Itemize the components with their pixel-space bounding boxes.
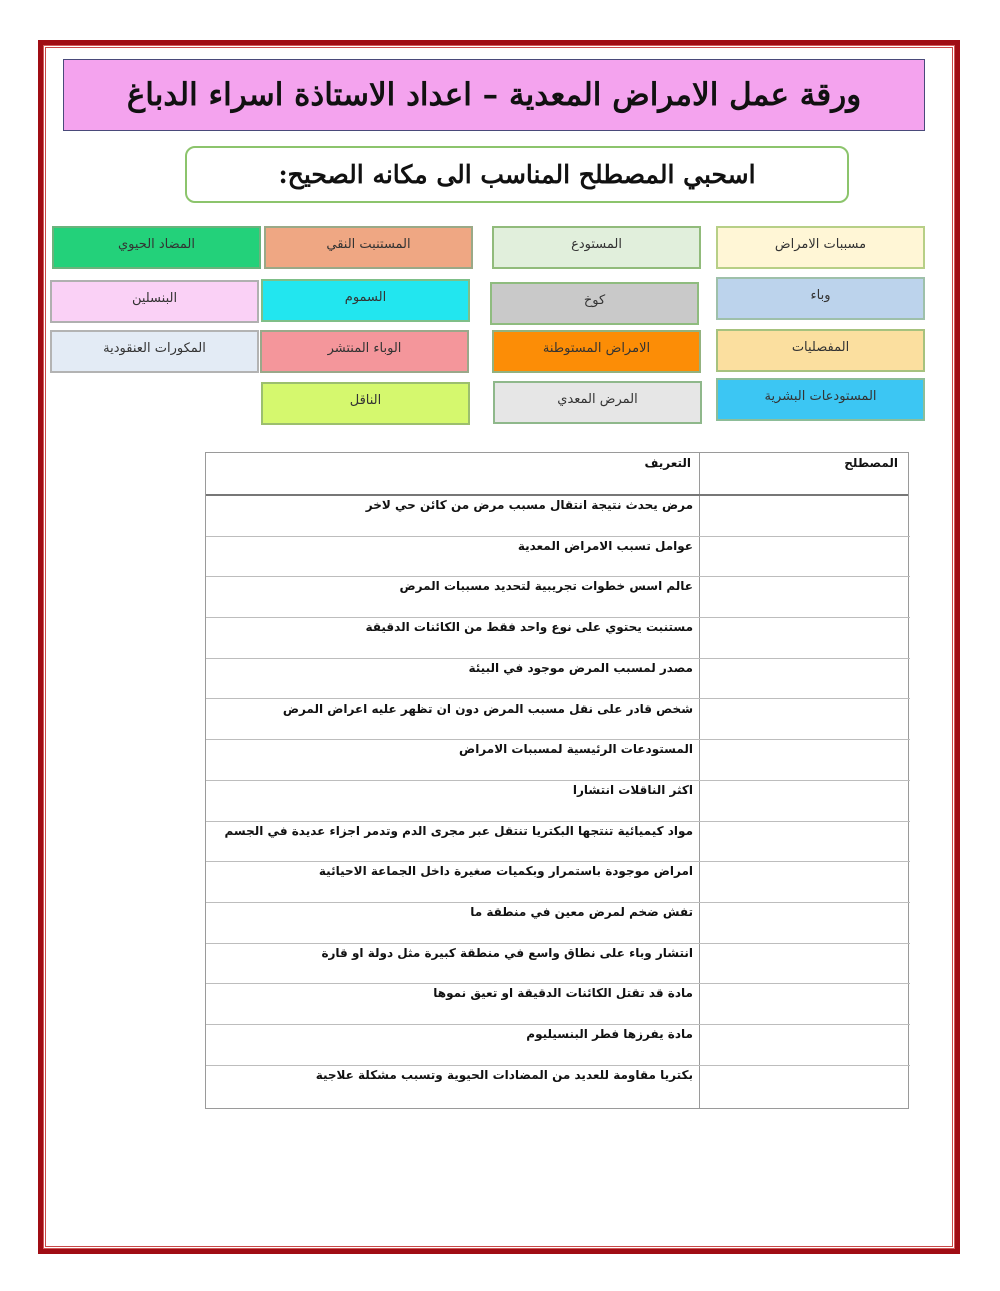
term-tile[interactable] <box>264 226 473 269</box>
table-row <box>206 699 910 740</box>
header-term: المصطلح <box>844 456 898 470</box>
term-drop-zone[interactable] <box>700 821 910 862</box>
term-drop-zone[interactable] <box>700 1024 910 1065</box>
table-row <box>206 739 910 780</box>
header-definition: التعريف <box>644 456 691 470</box>
definition-text: امراض موجودة باستمرار وبكميات صغيرة داخل الجماعة الاحيائية <box>318 864 693 879</box>
definition-text: مرض يحدث نتيجة انتقال مسبب مرض من كائن حي لاخر <box>365 498 693 512</box>
term-label: الوباء المنتشر <box>327 341 402 356</box>
term-drop-zone[interactable] <box>700 943 910 984</box>
table-row <box>206 495 910 536</box>
table-row <box>206 576 910 617</box>
definition-text: مواد كيميائية تنتجها البكتريا تنتقل عبر مجرى الدم وتدمر اجزاء عديدة في الجسم <box>224 823 693 838</box>
terms-table <box>205 452 909 1109</box>
term-drop-zone[interactable] <box>700 536 910 577</box>
definition-text: مستنبت يحتوي على نوع واحد فقط من الكائنات الدقيقة <box>365 620 693 635</box>
definition-text: المستودعات الرئيسية لمسببات الامراض <box>459 742 693 757</box>
worksheet-title: ورقة عمل الامراض المعدية – اعداد الاستاذة اسراء الدباغ <box>126 77 862 113</box>
term-tile[interactable] <box>261 279 470 322</box>
term-label: البنسلين <box>131 291 178 306</box>
term-drop-zone[interactable] <box>700 780 910 821</box>
term-tile[interactable] <box>716 277 925 320</box>
term-label: الناقل <box>349 393 382 408</box>
instruction-box <box>185 146 849 203</box>
table-row <box>206 861 910 902</box>
table-row <box>206 780 910 821</box>
term-drop-zone[interactable] <box>700 699 910 740</box>
term-label: وباء <box>810 288 831 303</box>
table-row <box>206 1065 910 1106</box>
definition-text: مادة قد تقتل الكائنات الدقيقة او تعيق نموها <box>433 986 693 1001</box>
term-label: المستودعات البشرية <box>764 389 877 404</box>
term-tile[interactable] <box>716 378 925 421</box>
table-row <box>206 536 910 577</box>
term-label: المكورات العنقودية <box>103 341 206 356</box>
term-label: المستنبت النقي <box>326 237 411 252</box>
definition-text: اكثر الناقلات انتشارا <box>572 782 693 797</box>
term-tile[interactable] <box>716 329 925 372</box>
table-row <box>206 1024 910 1065</box>
term-label: المفصليات <box>791 340 850 355</box>
definition-text: بكتريا مقاومة للعديد من المضادات الحيوية وتسبب مشكلة علاجية <box>315 1067 693 1082</box>
term-drop-zone[interactable] <box>700 658 910 699</box>
table-row <box>206 902 910 943</box>
definition-text: عوامل تسبب الامراض المعدية <box>517 538 693 553</box>
term-tile[interactable] <box>493 381 702 424</box>
term-label: المستودع <box>571 237 622 252</box>
term-label: كوخ <box>583 293 606 308</box>
term-drop-zone[interactable] <box>700 983 910 1024</box>
term-tile[interactable] <box>490 282 699 325</box>
title-banner <box>63 59 925 131</box>
term-drop-zone[interactable] <box>700 739 910 780</box>
term-drop-zone[interactable] <box>700 1065 910 1106</box>
term-drop-zone[interactable] <box>700 617 910 658</box>
definition-text: شخص قادر على نقل مسبب المرض دون ان تظهر عليه اعراض المرض <box>282 701 693 716</box>
definition-text: مصدر لمسبب المرض موجود في البيئة <box>468 660 693 675</box>
term-drop-zone[interactable] <box>700 495 910 536</box>
table-row <box>206 821 910 862</box>
term-label: المرض المعدي <box>557 392 638 407</box>
term-label: الامراض المستوطنة <box>542 341 651 356</box>
instruction-text: اسحبي المصطلح المناسب الى مكانه الصحيح: <box>278 160 756 189</box>
term-drop-zone[interactable] <box>700 576 910 617</box>
term-tile[interactable] <box>52 226 261 269</box>
term-tile[interactable] <box>260 330 469 373</box>
term-tile[interactable] <box>492 226 701 269</box>
term-label: مسببات الامراض <box>774 237 867 252</box>
term-tile[interactable] <box>492 330 701 373</box>
definition-text: تفش ضخم لمرض معين في منطقة ما <box>470 905 693 919</box>
table-row <box>206 658 910 699</box>
term-tile[interactable] <box>50 280 259 323</box>
term-tile[interactable] <box>50 330 259 373</box>
term-label: المضاد الحيوي <box>117 237 196 252</box>
definition-text: مادة يفرزها فطر البنسيليوم <box>526 1027 693 1042</box>
table-row <box>206 617 910 658</box>
term-tile[interactable] <box>261 382 470 425</box>
definition-text: عالم اسس خطوات تجريبية لتحديد مسببات المرض <box>399 579 693 594</box>
table-row <box>206 943 910 984</box>
term-drop-zone[interactable] <box>700 902 910 943</box>
term-tile[interactable] <box>716 226 925 269</box>
term-drop-zone[interactable] <box>700 861 910 902</box>
definition-text: انتشار وباء على نطاق واسع في منطقة كبيرة مثل دولة او قارة <box>321 945 693 960</box>
term-label: السموم <box>344 290 387 305</box>
table-row <box>206 983 910 1024</box>
